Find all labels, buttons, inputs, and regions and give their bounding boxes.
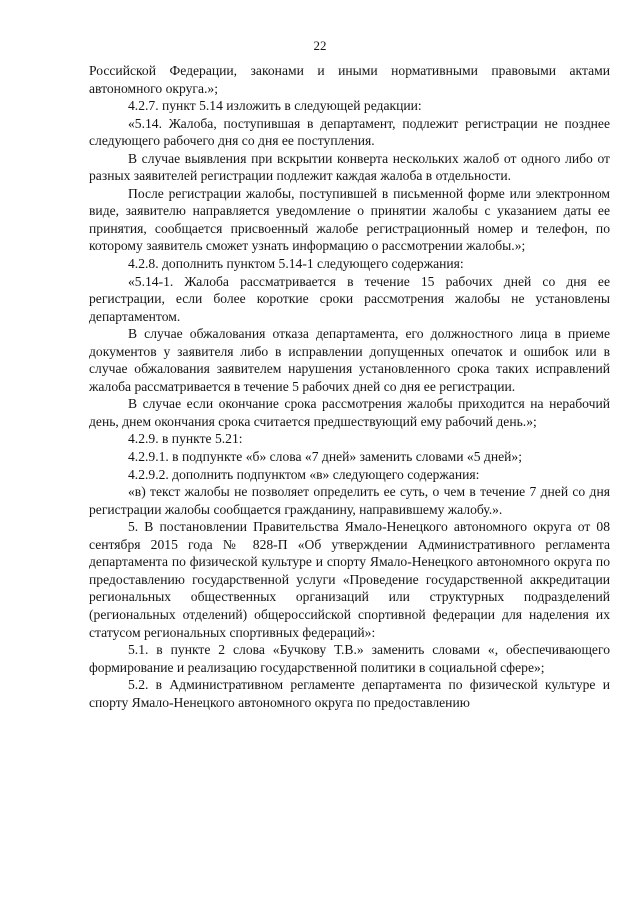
paragraph-6: 4.2.8. дополнить пунктом 5.14-1 следующего содержания:: [128, 256, 464, 272]
paragraph-10: 4.2.9. в пункте 5.21:: [128, 431, 243, 447]
page-number: 22: [313, 38, 327, 53]
paragraph-14: 5. В постановлении Правительства Ямало-Ненецкого автономного округа от 08 сентября 2015 года № 828-П «Об утверждении Административного регламента департамента по физической культуре и спорту Ямало-Ненецкого автономного округа по предоставлению государственной услуги «Проведение государственной аккредитации региональных общественных организаций или структурных подразделений (региональных отделений) общероссийской спортивной федерации для наделения их статусом региональных спортивных федераций»:: [89, 519, 610, 640]
paragraph-9: В случае если окончание срока рассмотрения жалобы приходится на нерабочий день, днем окончания срока считается предшествующий ему рабочий день.»;: [89, 396, 610, 429]
paragraph-3: «5.14. Жалоба, поступившая в департамент, подлежит регистрации не позднее следующего рабочего дня со дня ее поступления.: [89, 115, 610, 149]
paragraph-5: После регистрации жалобы, поступившей в письменной форме или электронном виде, заявителю направляется уведомление о принятии жалобы с указанием даты ее принятия, сообщается присвоенный жалобе регистрационный номер и телефон, по которому заявитель сможет узнать информацию о рассмотрении жалобы.»;: [89, 185, 610, 254]
paragraph-7: «5.14-1. Жалоба рассматривается в течение 15 рабочих дней со дня ее регистрации, если более короткие сроки рассмотрения жалобы не установлены департаментом.: [89, 273, 610, 324]
paragraph-12: 4.2.9.2. дополнить подпунктом «в» следующего содержания:: [128, 466, 480, 482]
paragraph-11: 4.2.9.1. в подпункте «б» слова «7 дней» заменить словами «5 дней»;: [128, 449, 522, 465]
paragraph-16: 5.2. в Административном регламенте департамента по физической культуре и спорту Ямало-Ненецкого автономного округа по предоставлению: [89, 677, 610, 710]
paragraph-2: 4.2.7. пункт 5.14 изложить в следующей редакции:: [128, 98, 422, 114]
document-body: [89, 62, 610, 711]
paragraph-1: Российской Федерации, законами и иными нормативными правовыми актами автономного округа.»;: [89, 63, 610, 96]
paragraph-8: В случае обжалования отказа департамента, его должностного лица в приеме документов у заявителя либо в исправлении допущенных опечаток и ошибок или в случае обжалования заявителем нарушения установленного срока таких исправлений жалоба рассматривается в течение 5 рабочих дней со дня ее регистрации.: [89, 326, 610, 394]
paragraph-15: 5.1. в пункте 2 слова «Бучкову Т.В.» заменить словами «, обеспечивающего формирование и реализацию государственной политики в социальной сфере»;: [89, 642, 610, 675]
paragraph-4: В случае выявления при вскрытии конверта нескольких жалоб от одного либо от разных заявителей регистрации подлежит каждая жалоба в отдельности.: [89, 150, 610, 184]
paragraph-13: «в) текст жалобы не позволяет определить ее суть, о чем в течение 7 дней со дня регистрации жалобы сообщается гражданину, направившему жалобу.».: [89, 484, 610, 517]
